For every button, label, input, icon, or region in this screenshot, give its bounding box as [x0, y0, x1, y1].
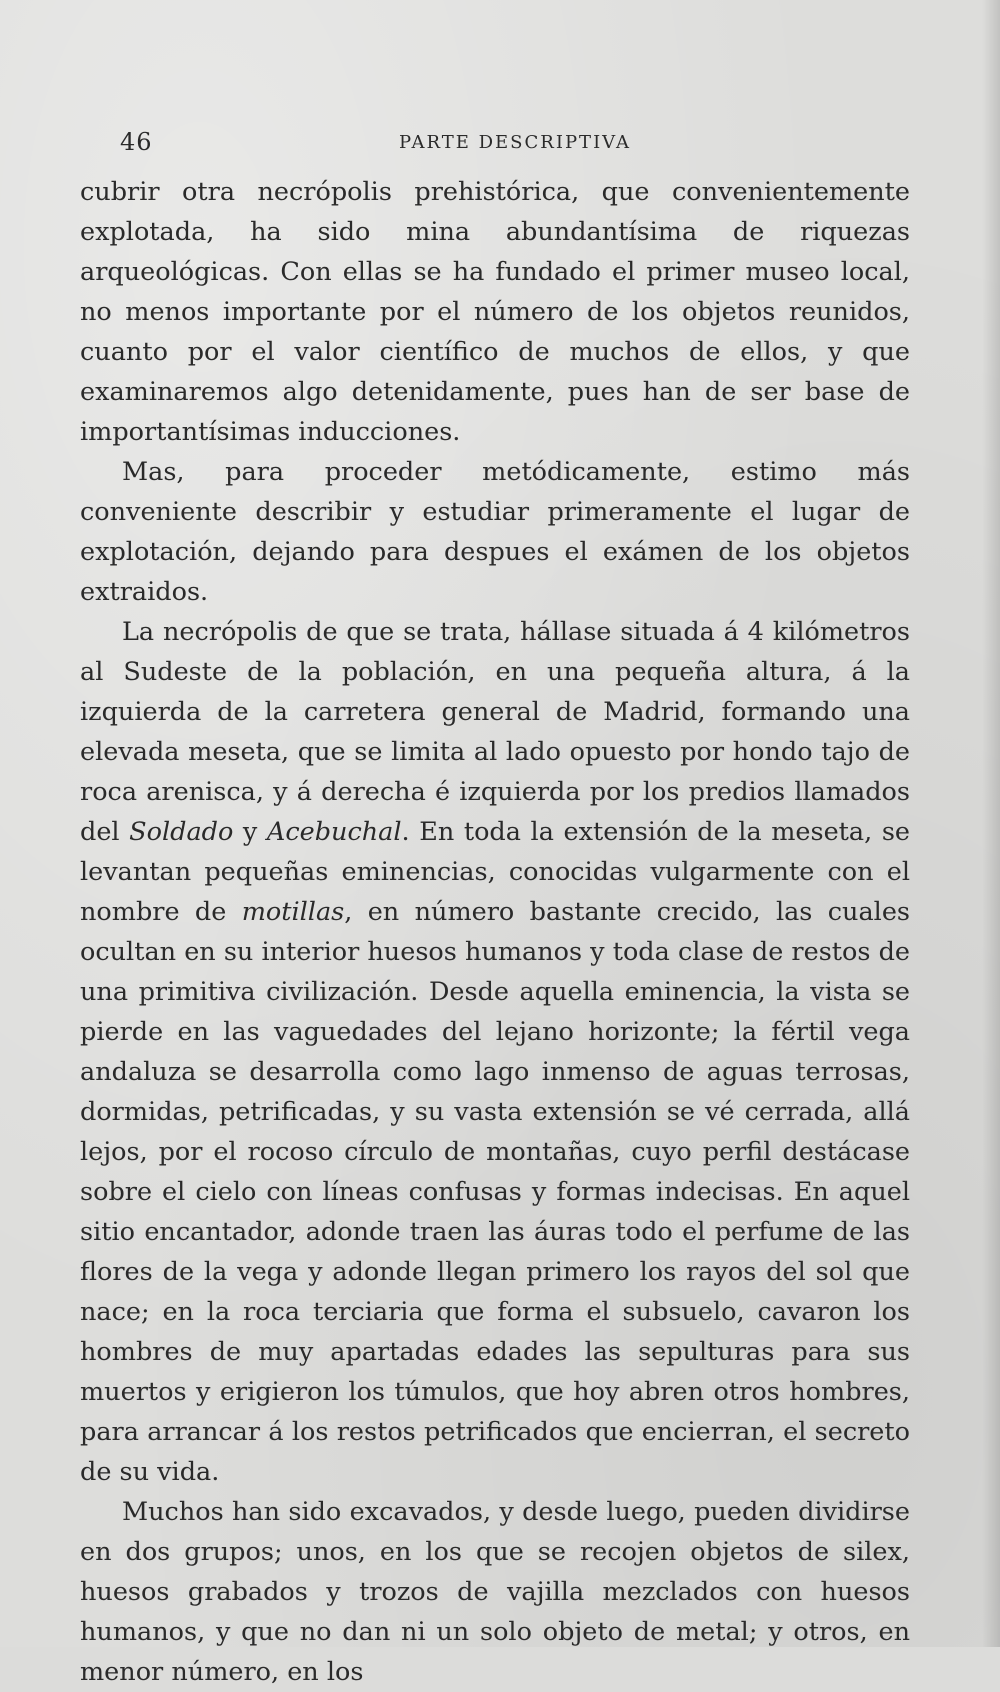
- term-motillas: motillas: [241, 897, 345, 927]
- paragraph-text: , en número bastante crecido, las cuales ocultan en su interior huesos humanos y toda clase de restos de una primitiva civilización. Desde aquella eminencia, la vista se pierde en las vaguedades del lejano horizonte; la fértil vega andaluza se desarrolla como lago inmenso de aguas terrosas, dormidas, petrificadas, y su vasta extensión se vé cerrada, allá lejos, por el rocoso círculo de montañas, cuyo perfil destácase sobre el cielo con líneas confusas y formas indecisas. En aquel sitio encantador, adonde traen las áuras todo el perfume de las flores de la vega y adonde llegan primero los rayos del sol que nace; en la roca terciaria que forma el subsuelo, cavaron los hombres de muy apartadas edades las sepulturas para sus muertos y erigieron los túmulos, que hoy abren otros hombres, para arrancar á los restos petrificados que encierran, el secreto de su vida.: [80, 897, 910, 1487]
- page-edge-shadow: [982, 0, 1000, 1647]
- paragraph-text: cubrir otra necrópolis prehistórica, que convenientemente explotada, ha sido mina abundantísima de riquezas arqueológicas. Con ellas se ha fundado el primer museo local, no menos importante por el número de los objetos reunidos, cuanto por el valor científico de muchos de ellos, y que examinaremos algo detenidamente, pues han de ser base de importantísimas inducciones.: [80, 177, 910, 447]
- paragraph-text: Mas, para proceder metódicamente, estimo más conveniente describir y estudiar primeramente el lugar de explotación, dejando para despues el exámen de los objetos extraidos.: [80, 457, 910, 607]
- running-head: PARTE DESCRIPTIVA: [399, 132, 631, 153]
- paragraph-3: [80, 612, 910, 1492]
- paragraph-4: [80, 1492, 910, 1692]
- paragraph-text: La necrópolis de que se trata, hállase situada á 4 kilómetros al Sudeste de la población, en una pequeña altura, á la izquierda de la carretera general de Madrid, formando una elevada meseta, que se limita al lado opuesto por hondo tajo de roca arenisca, y á derecha é izquierda por los predios llamados del: [80, 617, 910, 847]
- page-number: 46: [120, 128, 153, 156]
- paragraph-2: [80, 452, 910, 612]
- place-name-soldado: Soldado: [129, 817, 234, 847]
- body-text: [80, 172, 910, 1692]
- paragraph-text: y: [233, 817, 267, 847]
- paragraph-text: Muchos han sido excavados, y desde luego, pueden dividirse en dos grupos; unos, en los que se recojen objetos de silex, huesos grabados y trozos de vajilla mezclados con huesos humanos, y que no dan ni un solo objeto de metal; y otros, en menor número, en los: [80, 1497, 910, 1687]
- place-name-acebuchal: Acebuchal: [266, 817, 402, 847]
- paragraph-text: . En toda la extensión de la meseta, se levantan pequeñas eminencias, conocidas vulgarmente con el nombre de: [80, 817, 910, 927]
- page-header: [120, 128, 880, 158]
- paragraph-1: [80, 172, 910, 452]
